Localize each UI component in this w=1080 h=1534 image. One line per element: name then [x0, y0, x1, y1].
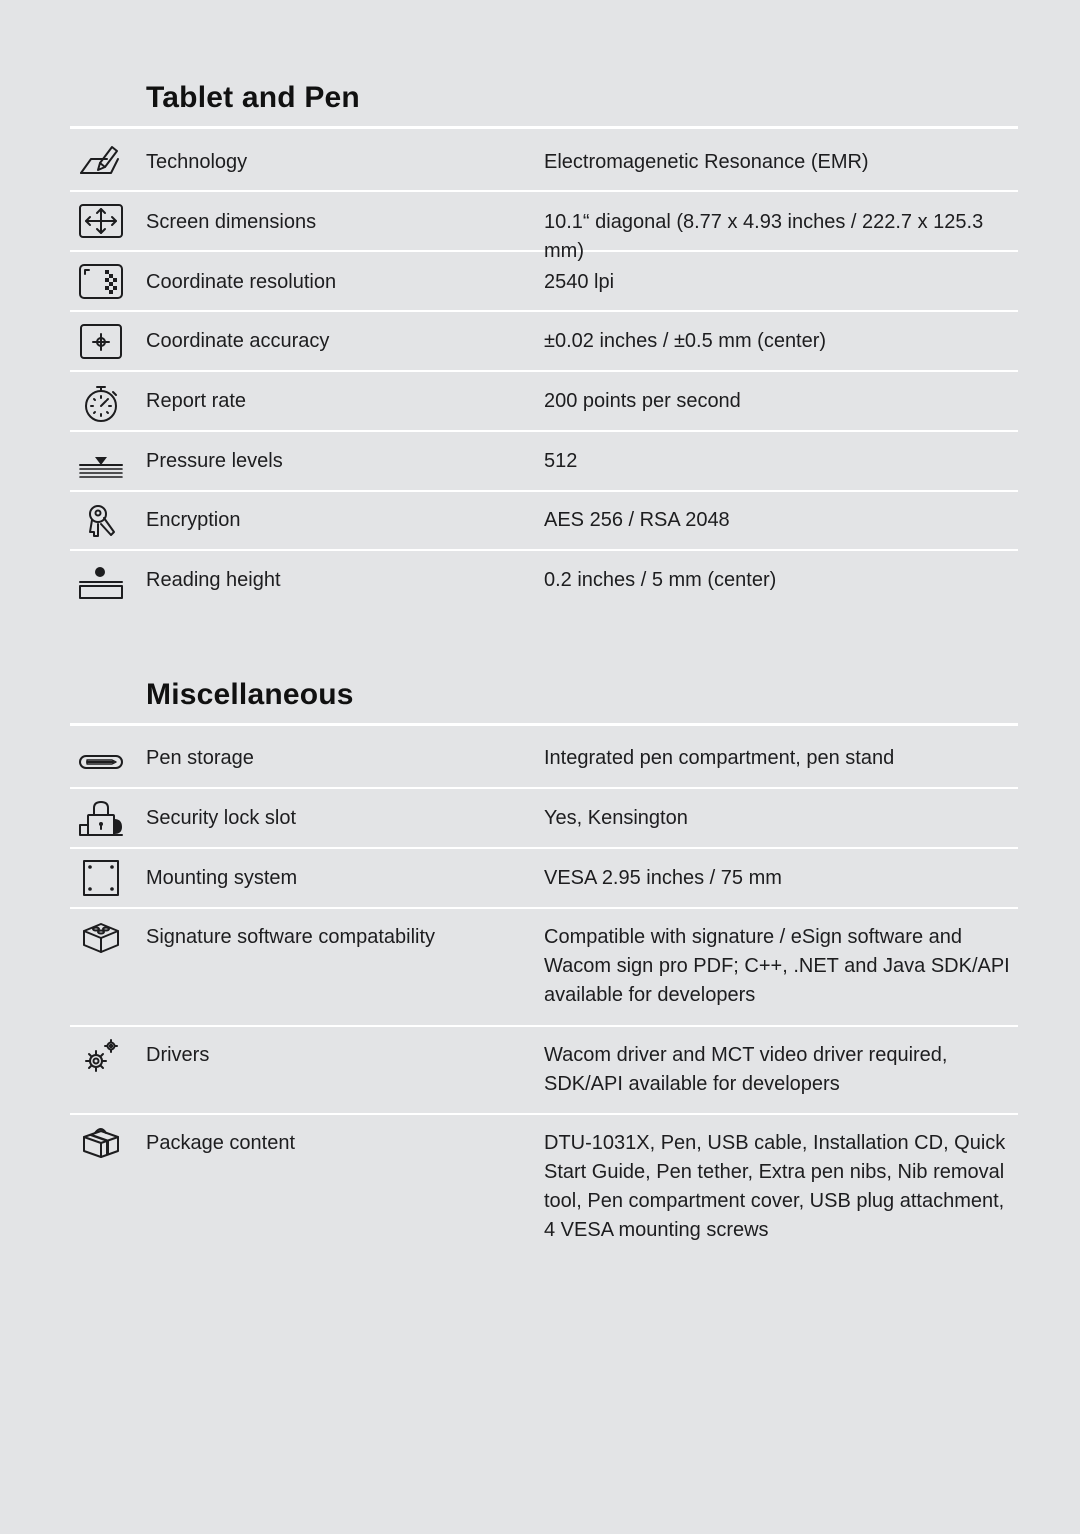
crosshair-target-icon: [78, 322, 124, 362]
gears-icon: [78, 1037, 124, 1077]
miscellaneous-section: [70, 673, 1018, 1255]
spec-value: 200 points per second: [544, 390, 741, 412]
spec-value: VESA 2.95 inches / 75 mm: [544, 867, 782, 889]
spec-value: 2540 lpi: [544, 271, 615, 293]
stopwatch-icon: [78, 383, 124, 423]
spec-label: Encryption: [146, 509, 241, 531]
spec-value: Wacom driver and MCT video driver required, SDK/API available for developers: [544, 1044, 948, 1095]
spec-row-pressure-levels: [70, 432, 1018, 492]
mounting-square-icon: [78, 859, 124, 899]
key-lock-icon: [78, 502, 124, 542]
spec-value: ±0.02 inches / ±0.5 mm (center): [544, 330, 827, 352]
spec-label: Screen dimensions: [146, 211, 317, 233]
spec-value: 512: [544, 450, 578, 472]
spec-value: Compatible with signature / eSign software and Wacom sign pro PDF; C++, .NET and Java SDK/API available for developers: [544, 926, 1010, 1006]
section-title: Miscellaneous: [146, 678, 354, 711]
spec-row-pen-storage: [70, 726, 1018, 789]
spec-value: Electromagenetic Resonance (EMR): [544, 151, 869, 173]
spec-value: 10.1“ diagonal (8.77 x 4.93 inches / 222.7 x 125.3 mm): [544, 211, 984, 262]
spec-value: Integrated pen compartment, pen stand: [544, 747, 895, 769]
spec-row-technology: [70, 129, 1018, 192]
pen-storage-icon: [78, 742, 124, 782]
pressure-layers-icon: [78, 443, 124, 483]
spec-row-coordinate-accuracy: [70, 312, 1018, 372]
spec-label: Reading height: [146, 569, 281, 591]
pen-on-tablet-icon: [78, 141, 124, 181]
spec-label: Package content: [146, 1132, 295, 1154]
spec-value: Yes, Kensington: [544, 807, 688, 829]
software-box-icon: [78, 917, 124, 957]
screen-dimensions-icon: [78, 202, 124, 242]
spec-row-screen-dimensions: [70, 192, 1018, 262]
package-icon: [78, 1123, 124, 1163]
spec-label: Security lock slot: [146, 807, 297, 829]
spec-row-coordinate-resolution: [70, 252, 1018, 312]
padlock-icon: [78, 799, 124, 839]
tablet-and-pen-section: [70, 76, 1018, 611]
spec-label: Pen storage: [146, 747, 254, 769]
spec-row-signature-software: [70, 909, 1018, 1027]
spec-row-encryption: [70, 492, 1018, 551]
spec-value: 0.2 inches / 5 mm (center): [544, 569, 777, 591]
spec-label: Signature software compatability: [146, 926, 436, 948]
spec-label: Technology: [146, 151, 248, 173]
spec-row-report-rate: [70, 372, 1018, 432]
spec-label: Drivers: [146, 1044, 210, 1066]
spec-label: Pressure levels: [146, 450, 283, 472]
spec-label: Report rate: [146, 390, 247, 412]
spec-row-reading-height: [70, 551, 1018, 611]
spec-value: AES 256 / RSA 2048: [544, 509, 730, 531]
spec-label: Coordinate accuracy: [146, 330, 330, 352]
resolution-grid-icon: [78, 262, 124, 302]
spec-row-drivers: [70, 1027, 1018, 1115]
spec-row-security-lock-slot: [70, 789, 1018, 849]
spec-label: Coordinate resolution: [146, 271, 337, 293]
reading-height-icon: [78, 562, 124, 602]
section-title: Tablet and Pen: [146, 81, 360, 114]
spec-value: DTU-1031X, Pen, USB cable, Installation CD, Quick Start Guide, Pen tether, Extra pen nibs, Nib removal tool, Pen compartment cover, USB plug attachment, 4 VESA mounting screws: [544, 1132, 1006, 1241]
spec-label: Mounting system: [146, 867, 298, 889]
spec-row-mounting-system: [70, 849, 1018, 909]
spec-row-package-content: [70, 1115, 1018, 1255]
